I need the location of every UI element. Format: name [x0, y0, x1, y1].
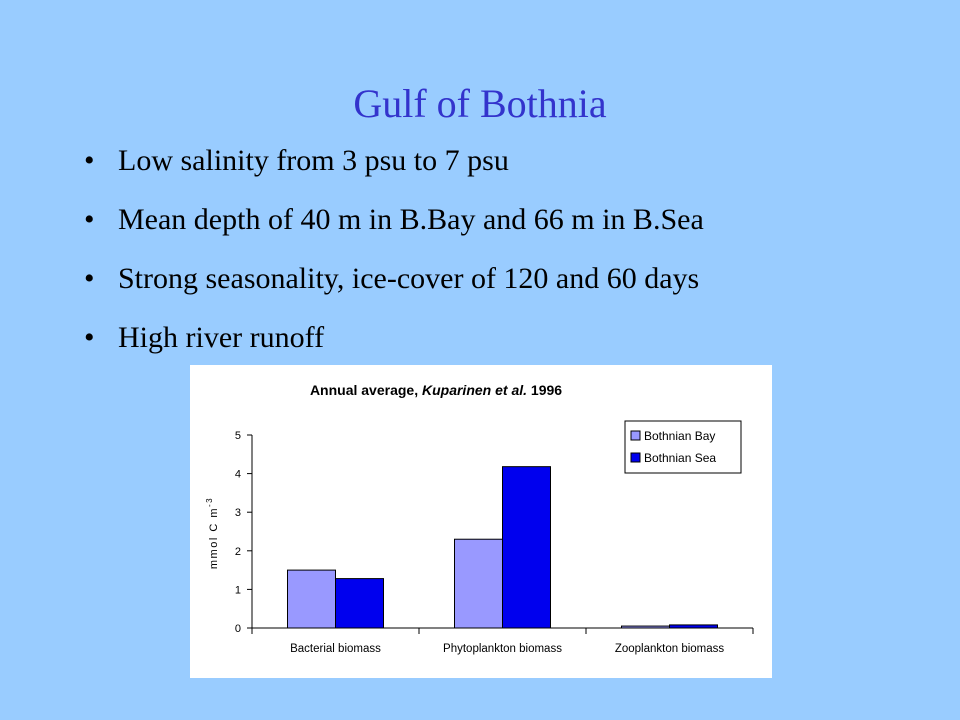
bullet-dot: •: [84, 262, 95, 295]
y-tick-label: 1: [234, 584, 241, 597]
bullet-list: [84, 146, 704, 382]
bar-0-0: [288, 570, 336, 628]
bullet-dot: •: [84, 144, 95, 177]
y-tick-label: 2: [234, 545, 241, 558]
bar-1-0: [336, 579, 384, 628]
bullet-item: [84, 205, 704, 235]
bullet-text: High river runoff: [118, 321, 325, 354]
x-tick-label: Bacterial biomass: [290, 643, 381, 655]
legend-swatch: [631, 453, 640, 462]
y-tick-label: 4: [234, 468, 241, 481]
bullet-text: Strong seasonality, ice-cover of 120 and 60 days: [118, 262, 700, 295]
y-axis-label: mmol C $m^{-3}$: [205, 496, 220, 570]
legend-swatch: [631, 431, 640, 440]
y-tick-label: 3: [234, 507, 241, 520]
legend-label: Bothnian Sea: [644, 451, 717, 465]
bullet-text: Low salinity from 3 psu to 7 psu: [118, 144, 509, 177]
bar-1-2: [670, 625, 718, 628]
bullet-dot: •: [84, 203, 95, 236]
y-tick-label: 5: [234, 430, 241, 442]
bullet-item: [84, 146, 704, 176]
bar-1-1: [503, 467, 551, 628]
legend-label: Bothnian Bay: [644, 429, 716, 443]
chart-title: Annual average, Kuparinen et al. 1996: [309, 382, 563, 398]
bar-0-1: [455, 539, 503, 628]
y-tick-label: 0: [234, 623, 241, 635]
x-tick-label: Phytoplankton biomass: [443, 643, 562, 655]
bar-chart: [190, 365, 772, 678]
bullet-dot: •: [84, 321, 95, 354]
bullet-item: [84, 323, 704, 353]
bullet-text: Mean depth of 40 m in B.Bay and 66 m in B.Sea: [118, 203, 704, 236]
x-tick-label: Zooplankton biomass: [614, 643, 725, 655]
bullet-item: [84, 264, 704, 294]
bar-0-2: [622, 626, 670, 628]
slide-title: Gulf of Bothnia: [353, 81, 607, 126]
chart-svg: [190, 365, 772, 678]
